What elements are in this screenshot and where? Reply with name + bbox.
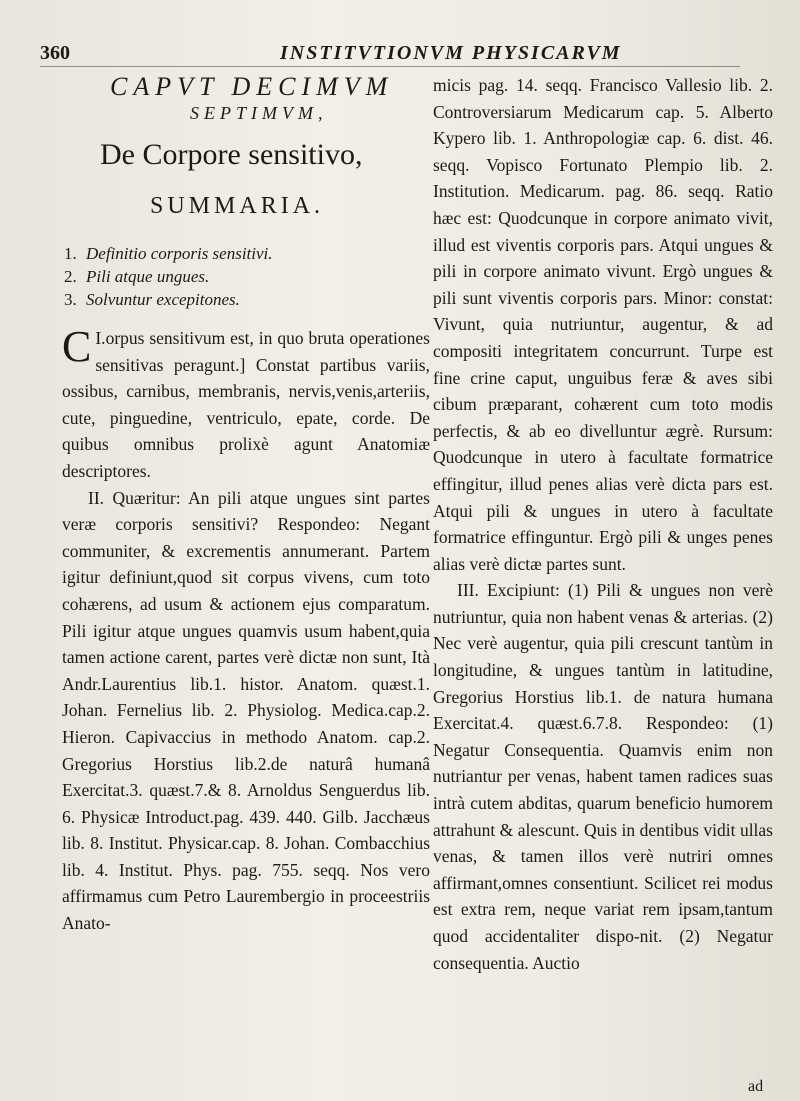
section-number: I.	[95, 328, 106, 348]
running-title: INSTITVTIONVM PHYSICARVM	[280, 42, 622, 64]
summary-list	[64, 242, 430, 311]
chapter-title: CAPVT DECIMVM	[110, 72, 394, 101]
page-header	[40, 42, 760, 66]
summary-item: 1. Definitio corporis sensitivi.	[64, 244, 273, 263]
header-rule	[40, 66, 740, 67]
catchword: ad	[748, 1078, 764, 1095]
paragraph-continued: micis pag. 14. seqq. Francisco Vallesio lib. 2. Controversiarum Medicarum cap. 5. Alberto Kypero lib. 1. Anthropologiæ cap. 6. dist. 46. seqq. Vopisco Fortunato Plempio lib. 2. Institution. Medicarum. pag. 86. seqq. Ratio hæc est: Quodcunque in corpore animato vivit, illud est viventis corporis pars. Atqui ungues & pili in corpore animato vivunt. Ergò ungues & pili sunt viventis corporis pars. Minor: constat: Vivunt, quia nutriuntur, augentur, & ad compositi integritatem concurrunt. Turpe est fine crine caput, unguibus feræ & aves sibi cibum præparant, cohærent cum toto modis perfectis, & ab eo divelluntur ægrè. Rursum: Quodcunque in utero à facultate formatrice effingitur, illud penes alias verè dicta pars est. Atqui pili & ungues in utero à facultate formatrice effinguntur. Ergò pili & unges penes alias verè dictæ partes sunt.	[433, 75, 773, 574]
paragraph-2: II. Quæritur: An pili atque ungues sint partes veræ corporis sensitivi? Respondeo: Negant communiter, & excrementis annumerant. Partem igitur definiunt,quod sit corpus vivens, cum toto cohærens, ad usum & actionem ejus comparatum. Pili igitur atque ungues quamvis usum habent,quia tamen actione carent, partes verè dictæ non sunt, Ità Andr.Laurentius lib.1. histor. Anatom. quæst.1. Johan. Fernelius lib. 2. Physiolog. Medica.cap.2. Hieron. Capivaccius in methodo Anatom. cap.2. Gregorius Horstius lib.2.de naturâ humanâ Exercitat.3. quæst.7.& 8. Arnoldus Senguerdus lib. 6. Physicæ Introduct.pag. 439. 440. Gilb. Jacchæus lib. 8. Institut. Physicar.cap. 8. Johan. Combacchius lib. 4. Institut. Phys. pag. 755. seqq. Nos vero affirmamus cum Petro Laurembergio in proceestriis Anato-	[62, 487, 430, 934]
drop-capital: C	[62, 322, 92, 371]
chapter-heading: De Corpore sensitivo,	[100, 138, 363, 171]
summary-item: 3. Solvuntur excepitones.	[64, 290, 240, 309]
paragraph-1: I. C orpus sensitivum est, in quo bruta operationes sensitivas peragunt.] Constat partibus variis, ossibus, carnibus, membranis, nervis,venis,arteriis, cute, pinguedine, ventriculo, epate, corde. De quibus omnibus prolixè agunt Anatomiæ descriptores.	[62, 322, 430, 481]
page-number: 360	[40, 42, 70, 64]
paragraph-3: III. Excipiunt: (1) Pili & ungues non verè nutriuntur, quia non habent venas & arterias. (2) Nec verè augentur, quia pili crescunt tantùm in longitudine, & ungues tantùm in latitudine, Gregorius Horstius lib.1. de natura humana Exercitat.4. quæst.6.7.8. Respondeo: (1) Negatur Consequentia. Quamvis enim non nutriantur per venas, habent tamen radices suas intrà cutem abditas, quarum beneficio humorem attrahunt & alescunt. Quis in dentibus vidit ullas venas, & tamen illos verè nutriri omnes affirmant,omnes consentiunt. Scilicet rei modus est extra rem, neque variat rem ipsam,tantum quod accidentaliter dispo-nit. (2) Negatur consequentia. Auctio	[433, 580, 773, 973]
chapter-subtitle: SEPTIMVM,	[190, 103, 328, 123]
summaria-heading: SUMMARIA.	[150, 193, 325, 219]
left-column	[40, 72, 430, 937]
body-text-right	[433, 72, 773, 976]
summary-item: 2. Pili atque ungues.	[64, 267, 210, 286]
body-text-left	[62, 322, 430, 937]
right-column	[433, 72, 773, 976]
